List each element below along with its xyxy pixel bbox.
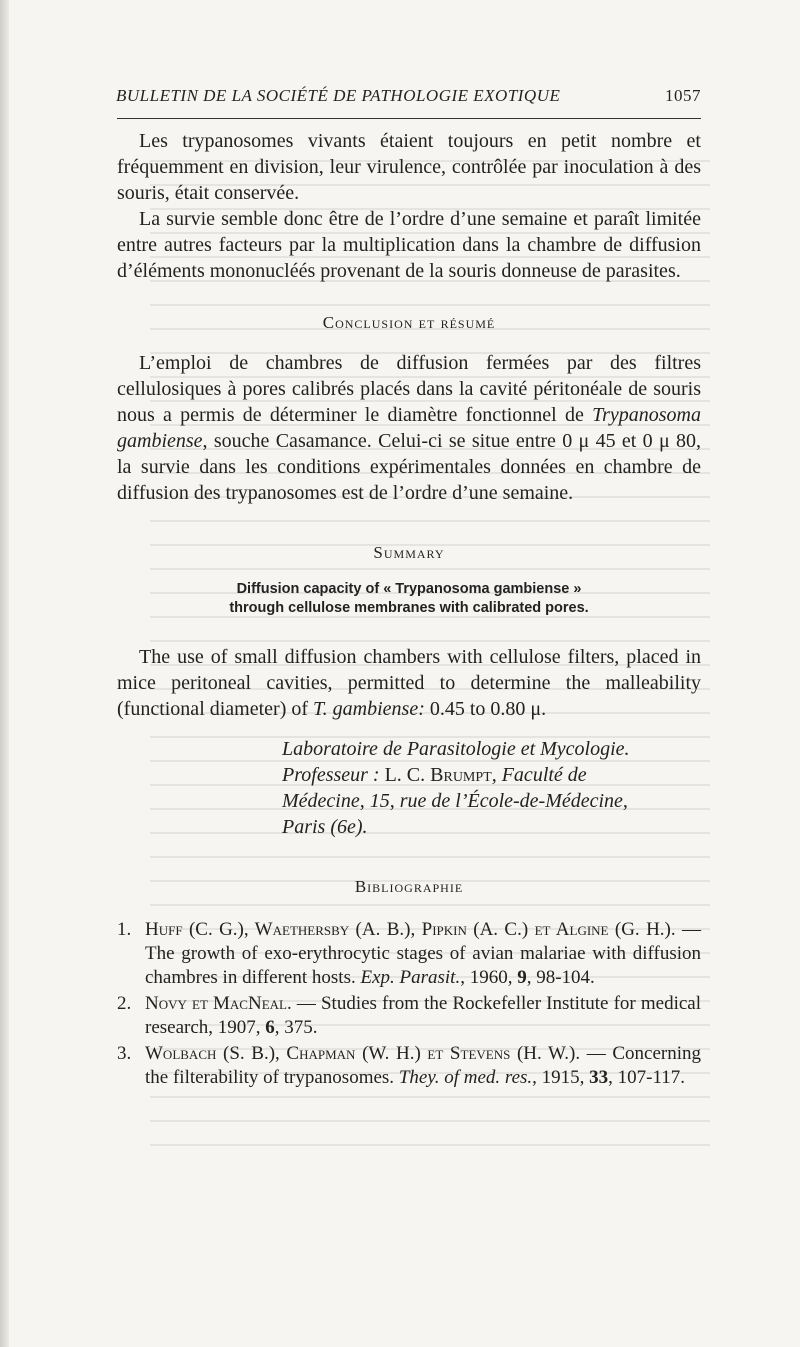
bibliography-entry — [117, 918, 701, 990]
entry-volume: 6 — [265, 1017, 275, 1038]
entry-number: 1. — [117, 919, 132, 940]
entry-title: — Concerning the filterability of trypanosomes. — [145, 1043, 701, 1088]
header-rule — [117, 118, 701, 119]
affiliation-line: Paris (6e). — [282, 816, 368, 838]
entry-year: , 1960, — [460, 967, 518, 988]
entry-journal: Exp. Parasit. — [360, 967, 461, 988]
entry-text — [145, 918, 701, 990]
text-run: Professeur : — [282, 764, 385, 786]
text-run: L’emploi de chambres de diffusion fermées par des filtres cellulosiques à pores calibrés placés dans la cavité péritonéale de souris nous a permis de déterminer le diamètre fonctionnel de — [117, 352, 701, 426]
entry-journal: They. of med. res. — [398, 1067, 533, 1088]
affiliation — [282, 736, 701, 840]
conclusion-paragraph — [117, 350, 701, 506]
entry-text — [145, 992, 701, 1040]
paragraph: La survie semble donc être de l’ordre d’une semaine et paraît limitée entre autres facteurs par la multiplication dans la chambre de diffusion d’éléments mononucléés provenant de la souris donneuse de parasites. — [117, 208, 701, 282]
entry-number: 3. — [117, 1043, 132, 1064]
running-head — [116, 86, 701, 106]
page-number: 1057 — [665, 86, 701, 105]
article-body — [117, 128, 701, 1092]
entry-number: 2. — [117, 993, 132, 1014]
affiliation-line: Laboratoire de Parasitologie et Mycologie. — [282, 738, 630, 760]
entry-authors: Huff (C. G.), Waethersby (A. B.), Pipkin (A. C.) et Algine (G. H.). — [145, 919, 676, 940]
entry-pages: , 107-117. — [608, 1067, 686, 1088]
summary-paragraph — [117, 644, 701, 722]
text-run: 0.45 to 0.80 μ. — [424, 698, 547, 720]
journal-title: BULLETIN DE LA SOCIÉTÉ DE PATHOLOGIE EXOTIQUE — [116, 86, 561, 105]
entry-pages: , 98-104. — [526, 967, 595, 988]
species-name: Trypanosoma gambiense — [117, 404, 701, 452]
summary-title-line: Diffusion capacity of « Trypanosoma gambiense » — [236, 581, 582, 597]
summary-title-line: through cellulose membranes with calibrated pores. — [229, 600, 589, 616]
bibliography-entry — [117, 1042, 701, 1090]
summary-heading: Summary — [373, 543, 445, 562]
entry-volume: 9 — [517, 967, 527, 988]
entry-year: , 1915, — [532, 1067, 590, 1088]
species-name: T. gambiense: — [313, 698, 425, 720]
professor-name: L. C. Brumpt — [384, 764, 492, 786]
paragraph: Les trypanosomes vivants étaient toujours en petit nombre et fréquemment en division, leur virulence, contrôlée par inoculation à des souris, était conservée. — [117, 130, 701, 204]
bibliography-heading: Bibliographie — [354, 877, 464, 896]
bibliography-list — [117, 918, 701, 1090]
entry-pages: , 375. — [274, 1017, 318, 1038]
affiliation-line — [282, 762, 701, 788]
text-run: , souche Casamance. Celui-ci se situe entre 0 μ 45 et 0 μ 80, la survie dans les conditions expérimentales données en chambre de diffusion des trypanosomes est de l’ordre d’une semaine. — [117, 430, 701, 504]
entry-authors: Novy et MacNeal. — [145, 993, 292, 1014]
affiliation-line: Médecine, 15, rue de l’École-de-Médecine, — [282, 790, 628, 812]
entry-title: — The growth of exo-erythrocytic stages of avian malariae with diffusion chambres in different hosts. — [145, 919, 702, 988]
entry-title: — Studies from the Rockefeller Institute for medical research, 1907, — [145, 993, 701, 1038]
entry-authors: Wolbach (S. B.), Chapman (W. H.) et Stevens (H. W.). — [145, 1043, 581, 1064]
entry-volume: 33 — [589, 1067, 609, 1088]
conclusion-heading: Conclusion et résumé — [322, 313, 496, 332]
page-edge — [0, 0, 9, 1347]
bibliography-entry — [117, 992, 701, 1040]
entry-text — [145, 1042, 701, 1090]
text-run: The use of small diffusion chambers with cellulose filters, placed in mice peritoneal cavities, permitted to determine the malleability (functional diameter) of — [117, 646, 701, 720]
text-run: , Faculté de — [491, 764, 587, 786]
